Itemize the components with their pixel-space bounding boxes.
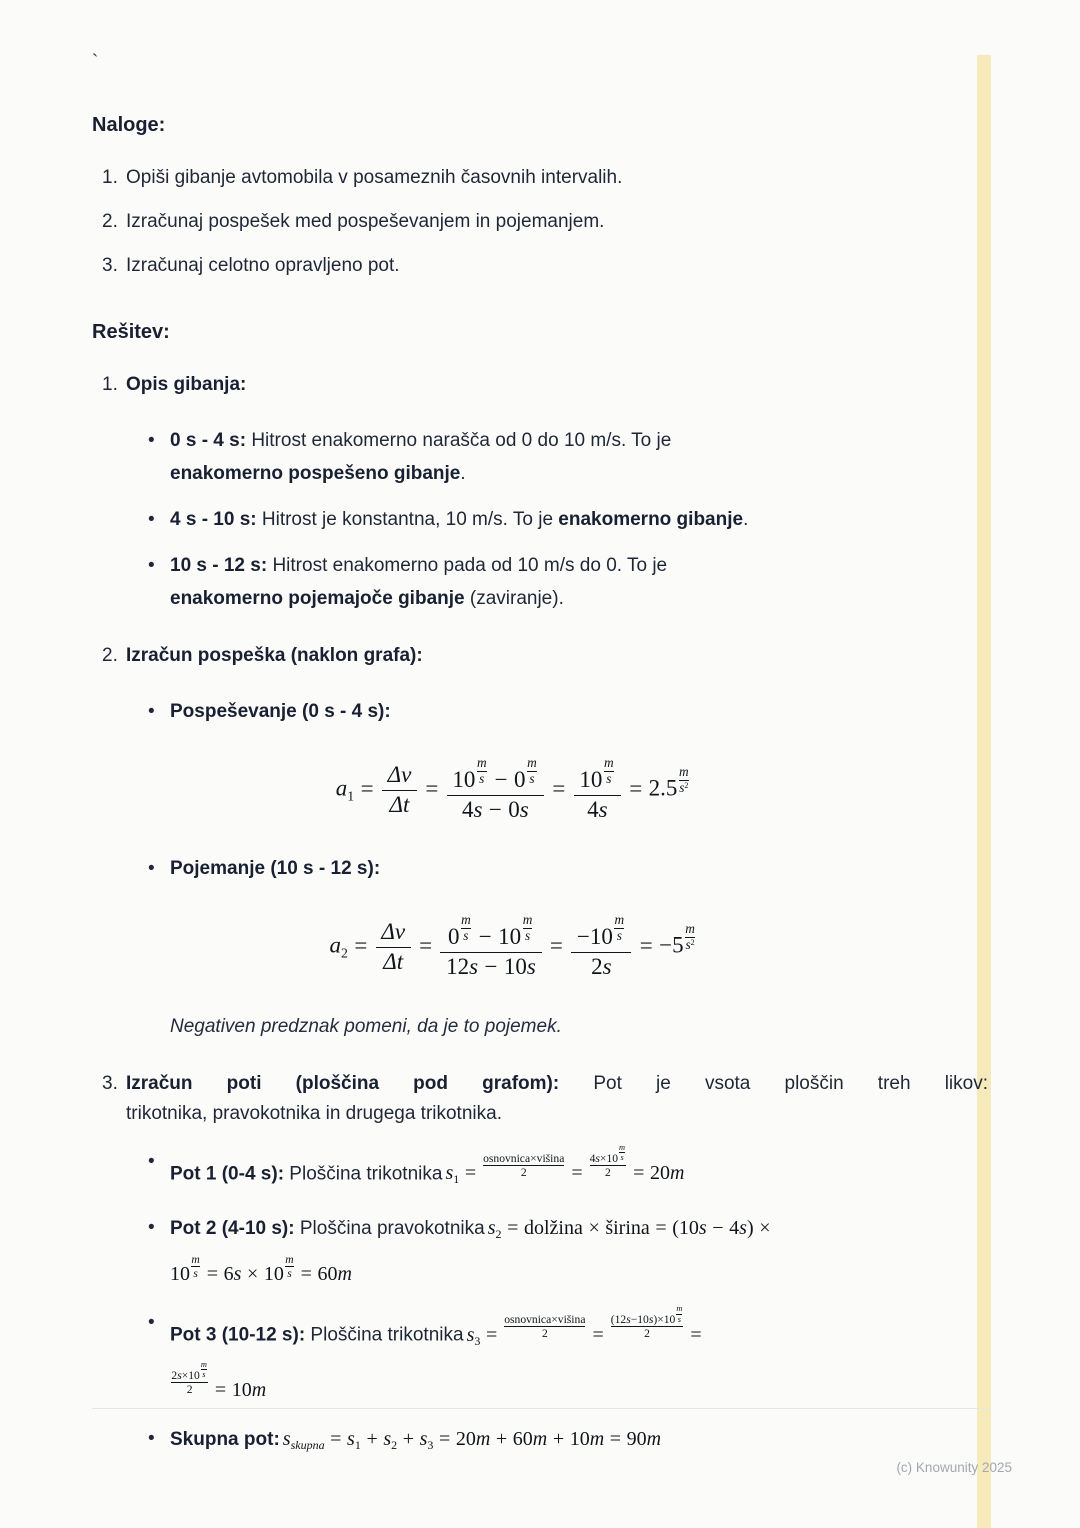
task-number: 2. [102, 211, 118, 232]
pot3-formula: $s_3$ = osnovnica×višina 2 = (12s−10s)×10 $\frac{m}{s}$ 2 = 2s×10 $\frac{m}{s}$ 2 = 10m [171, 1304, 702, 1402]
tasks-heading: Naloge: [92, 114, 166, 136]
bullet-marker: • [148, 509, 155, 530]
interval-range: 10 s - 12 s: [170, 555, 268, 576]
solution-item-description [102, 370, 988, 400]
pot2-formula: $s_2$ = dolžina × širina = (10s − 4s) × 10 $\frac{m}{s}$ = 6s × 10 $\frac{m}{s}$ = 60m [170, 1216, 771, 1286]
footer-credit: (c) Knowunity 2025 [896, 1460, 1012, 1475]
distance-heading-rest: Pot je vsota ploščin treh likov: [559, 1072, 988, 1094]
total-formula: $s_{skupna} = s_1 + s_2 + s_3 = 20m + 60m + 10m = 90m$ [282, 1428, 662, 1453]
interval-bullet [148, 503, 988, 536]
acceleration-formula: $a_1$ = $\frac{\Delta v}{\Delta t}$ = 10 $\frac{m}{s}$ − 0 $\frac{m}{s}$ 4s − 0s = 10 $\frac{m}{s}$ 4s = 2.5 $\frac{m}{s^2}$ [148, 756, 878, 824]
pot3-desc: Ploščina trikotnika [305, 1324, 464, 1346]
item-number: 1. [102, 374, 118, 395]
pot2-text [170, 1209, 988, 1295]
task-item [102, 207, 988, 237]
interval-bullet [148, 424, 988, 490]
motion-type: enakomerno gibanje [558, 509, 744, 530]
bullet-marker: • [148, 555, 155, 576]
item-heading: Opis gibanja: [126, 374, 247, 395]
task-text: Izračunaj pospešek med pospeševanjem in pojemanjem. [126, 211, 605, 232]
pot2-item [148, 1209, 988, 1295]
interval-body: Hitrost enakomerno pada od 10 m/s do 0. To je [267, 555, 668, 576]
pot2-label: Pot 2 (4-10 s): [170, 1217, 295, 1239]
pot1-label: Pot 1 (0-4 s): [170, 1163, 285, 1185]
divider [92, 1408, 988, 1409]
pot3-item [148, 1304, 988, 1410]
interval-range: 0 s - 4 s: [170, 430, 247, 451]
stray-backtick: ` [92, 52, 99, 73]
pot1-desc: Ploščina trikotnika [284, 1163, 443, 1185]
item-heading: Izračun poti (ploščina pod grafom): [126, 1072, 560, 1094]
interval-tail: (zaviranje). [464, 588, 564, 609]
item-number: 3. [102, 1072, 118, 1094]
task-item [102, 163, 988, 193]
task-text: Izračunaj celotno opravljeno pot. [126, 255, 400, 276]
interval-tail: . [460, 463, 466, 484]
motion-type: enakomerno pospešeno gibanje [170, 463, 461, 484]
acceleration-bullets [148, 695, 988, 982]
motion-type: enakomerno pojemajoče gibanje [170, 588, 465, 609]
pot1-text [170, 1143, 988, 1199]
tasks-list [92, 163, 988, 281]
decel-heading-bullet [148, 852, 988, 885]
solution-item-acceleration [102, 641, 988, 671]
distance-heading-line1 [126, 1069, 988, 1099]
bullet-marker: • [148, 1312, 155, 1334]
task-number: 1. [102, 167, 118, 188]
negative-sign-note: Negativen predznak pomeni, da je to pojemek. [170, 1015, 562, 1037]
distance-heading-line2: trikotnika, pravokotnika in drugega trikotnika. [126, 1102, 502, 1124]
solution-list [92, 370, 988, 1464]
item-heading: Izračun pospeška (naklon grafa): [126, 645, 423, 666]
interval-tail: . [743, 509, 749, 530]
description-bullets [148, 424, 988, 615]
bullet-marker: • [148, 1216, 155, 1238]
pot2-desc: Ploščina pravokotnika [294, 1217, 485, 1239]
pot3-text [170, 1304, 988, 1410]
interval-text [170, 503, 988, 536]
interval-range: 4 s - 10 s: [170, 509, 257, 530]
total-label: Skupna pot: [170, 1429, 280, 1451]
decel-heading: Pojemanje (10 s - 12 s): [170, 858, 381, 880]
task-item [102, 251, 988, 281]
task-number: 3. [102, 255, 118, 276]
total-distance-text [170, 1420, 988, 1464]
solution-heading: Rešitev: [92, 321, 170, 343]
task-text: Opiši gibanje avtomobila v posameznih časovnih intervalih. [126, 167, 623, 188]
bullet-marker: • [148, 701, 155, 722]
accel-heading-bullet [148, 695, 988, 728]
interval-text [170, 549, 988, 615]
bullet-marker: • [148, 858, 155, 880]
interval-text [170, 424, 988, 490]
total-distance-item [148, 1420, 988, 1464]
interval-bullet [148, 549, 988, 615]
bullet-marker: • [148, 1150, 155, 1172]
pot1-formula: $s_1$ = osnovnica×višina 2 = 4s×10 $\frac{m}{s}$ 2 = 20m [445, 1142, 685, 1187]
accel-heading: Pospeševanje (0 s - 4 s): [170, 701, 391, 722]
deceleration-formula: $a_2$ = $\frac{\Delta v}{\Delta t}$ = 0 $\frac{m}{s}$ − 10 $\frac{m}{s}$ 12s − 10s = −10 $\frac{m}{s}$ 2s = −5 $\frac{m}{s^2}$ [148, 913, 878, 981]
item-number: 2. [102, 645, 118, 666]
distance-heading [126, 1069, 988, 1129]
bullet-marker: • [148, 430, 155, 451]
distance-bullets [148, 1143, 988, 1465]
bullet-marker: • [148, 1428, 155, 1450]
pot3-label: Pot 3 (10-12 s): [170, 1324, 306, 1346]
pot1-item [148, 1143, 988, 1199]
interval-body: Hitrost je konstantna, 10 m/s. To je [256, 509, 559, 530]
solution-item-distance [102, 1069, 988, 1129]
interval-body: Hitrost enakomerno narašča od 0 do 10 m/s. To je [246, 430, 672, 451]
